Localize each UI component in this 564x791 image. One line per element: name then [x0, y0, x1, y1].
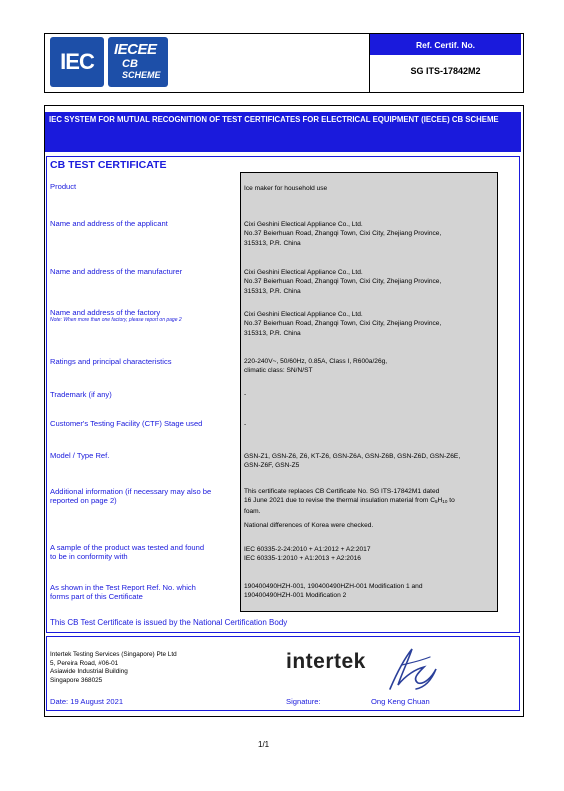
- sample-label: [50, 543, 204, 561]
- factory-label: Name and address of the factory: [50, 308, 161, 317]
- ratings-line1: 220-240V~, 50/60Hz, 0.85A, Class I, R600a/26g,: [244, 358, 388, 365]
- applicant-address: No.37 Beierhuan Road, Zhangqi Town, Cixi City, Zhejiang Province,: [244, 230, 442, 238]
- sample-line2: IEC 60335-1:2010 + A1:2013 + A2:2016: [244, 555, 361, 563]
- issuer-address2: Asiawide Industrial Building: [50, 668, 128, 676]
- iecee-logo-scheme: SCHEME: [122, 70, 161, 80]
- additional-value: [244, 487, 494, 531]
- iecee-logo-text: IECEE: [114, 41, 157, 58]
- product-value: Ice maker for household use: [244, 185, 328, 192]
- factory-zip: 315313, P.R. China: [244, 329, 301, 337]
- ratings-value: [244, 357, 494, 376]
- scheme-banner: [45, 112, 521, 152]
- trademark-value: -: [244, 391, 247, 398]
- ratings-line2: climatic class: SN/N/ST: [244, 367, 313, 375]
- applicant-name: Cixi Geshini Electical Appliance Co., Ltd.: [244, 221, 363, 228]
- additional-label-line1: Additional information (if necessary may also be: [50, 487, 212, 496]
- sample-value: [244, 545, 494, 564]
- factory-name: Cixi Geshini Electical Appliance Co., Ltd.: [244, 311, 363, 318]
- manufacturer-zip: 315313, P.R. China: [244, 287, 301, 295]
- model-line1: GSN-Z1, GSN-Z6, Z6, KT-Z6, GSN-Z6A, GSN-Z6B, GSN-Z6D, GSN-Z6E,: [244, 453, 461, 460]
- sample-label-line2: to be in conformity with: [50, 552, 128, 561]
- signatory-name: Ong Keng Chuan: [371, 697, 430, 706]
- additional-line2-a: 16 June 2021 due to revise the thermal insulation material from C: [244, 497, 435, 505]
- certificate-title: CB TEST CERTIFICATE: [50, 159, 167, 171]
- manufacturer-value: [244, 268, 494, 296]
- issuer-name: Intertek Testing Services (Singapore) Pte Ltd: [50, 651, 177, 658]
- manufacturer-label: Name and address of the manufacturer: [50, 267, 183, 276]
- issuer-address3: Singapore 368025: [50, 676, 103, 684]
- issued-by: This CB Test Certificate is issued by the National Certification Body: [50, 618, 288, 627]
- applicant-value: [244, 220, 494, 248]
- model-line2: GSN-Z6F, GSN-Z5: [244, 462, 300, 470]
- additional-line2-b: H: [437, 497, 443, 505]
- model-value: [244, 452, 494, 471]
- sample-label-line1: A sample of the product was tested and found: [50, 543, 205, 552]
- ctf-label: Customer's Testing Facility (CTF) Stage used: [50, 419, 203, 428]
- report-label-line1: As shown in the Test Report Ref. No. which: [50, 583, 196, 592]
- applicant-zip: 315313, P.R. China: [244, 239, 301, 247]
- sample-line1: IEC 60335-2-24:2010 + A1:2012 + A2:2017: [244, 546, 371, 553]
- ctf-value: -: [244, 421, 247, 428]
- additional-line4: National differences of Korea were checked.: [244, 522, 374, 530]
- issuer-address1: 5, Pereira Road, #06-01: [50, 659, 119, 667]
- additional-label: [50, 487, 211, 505]
- iec-logo: [50, 37, 104, 87]
- ref-title-bar: [370, 34, 521, 55]
- product-label: Product: [50, 182, 77, 191]
- applicant-label: Name and address of the applicant: [50, 219, 168, 228]
- ratings-label: Ratings and principal characteristics: [50, 357, 172, 366]
- additional-sub1: 5: [434, 499, 438, 505]
- additional-line3: foam.: [244, 507, 261, 515]
- iecee-logo: [108, 37, 168, 87]
- additional-line2-c: to: [447, 497, 455, 505]
- scheme-banner-text: IEC SYSTEM FOR MUTUAL RECOGNITION OF TEST CERTIFICATES FOR ELECTRICAL EQUIPMENT (IECEE) CB SCHEME: [49, 115, 499, 124]
- ref-title: Ref. Certif. No.: [415, 39, 476, 50]
- ref-number: SG ITS-17842M2: [410, 66, 481, 76]
- issue-date: Date: 19 August 2021: [50, 697, 124, 706]
- additional-label-line2: reported on page 2): [50, 496, 117, 505]
- manufacturer-address: No.37 Beierhuan Road, Zhangqi Town, Cixi City, Zhejiang Province,: [244, 278, 442, 286]
- signature-label: Signature:: [286, 697, 321, 706]
- model-label: Model / Type Ref.: [50, 451, 110, 460]
- additional-line1: This certificate replaces CB Certificate No. SG ITS-17842M1 dated: [244, 488, 440, 495]
- factory-value: [244, 310, 494, 338]
- iecee-logo-cb: CB: [122, 58, 138, 70]
- factory-note: Note: When more than one factory, please report on page 2: [50, 317, 182, 323]
- trademark-label: Trademark (if any): [50, 390, 112, 399]
- signature-mark: [382, 645, 440, 693]
- report-line1: 190400490HZH-001, 190400490HZH-001 Modification 1 and: [244, 583, 423, 590]
- factory-address: No.37 Beierhuan Road, Zhangqi Town, Cixi City, Zhejiang Province,: [244, 320, 442, 328]
- intertek-logo: intertek: [286, 650, 366, 673]
- report-line2: 190400490HZH-001 Modification 2: [244, 592, 347, 600]
- report-label: [50, 583, 196, 601]
- iec-logo-text: IEC: [60, 49, 94, 74]
- report-label-line2: forms part of this Certificate: [50, 592, 143, 601]
- report-value: [244, 582, 494, 601]
- manufacturer-name: Cixi Geshini Electical Appliance Co., Ltd.: [244, 269, 363, 276]
- page-number: 1/1: [258, 740, 270, 749]
- additional-line2: [244, 496, 494, 506]
- issuer-address: [50, 651, 177, 685]
- additional-sub2: 10: [442, 499, 448, 505]
